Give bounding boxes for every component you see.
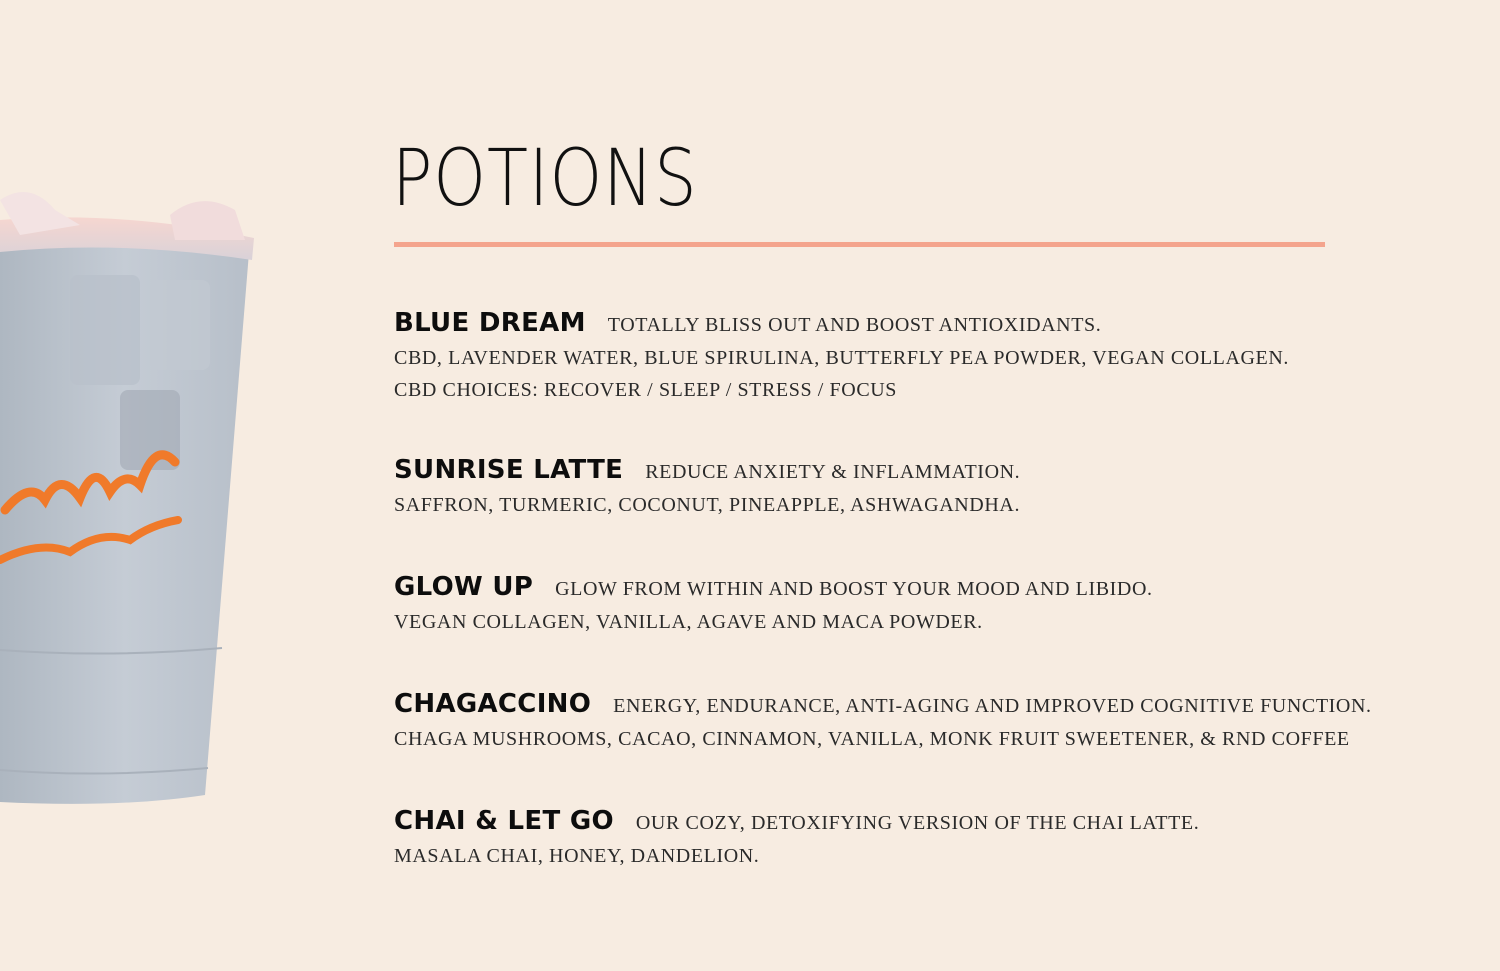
item-name: CHAI & LET GO — [394, 806, 614, 836]
item-ingredients: VEGAN COLLAGEN, VANILLA, AGAVE AND MACA POWDER. — [394, 611, 983, 633]
item-tagline: ENERGY, ENDURANCE, ANTI-AGING AND IMPROVED COGNITIVE FUNCTION. — [613, 695, 1372, 717]
menu-item-chai-and-let-go — [394, 806, 1494, 872]
item-name: BLUE DREAM — [394, 308, 586, 338]
item-ingredients: CHAGA MUSHROOMS, CACAO, CINNAMON, VANILLA, MONK FRUIT SWEETENER, & RND COFFEE — [394, 728, 1350, 750]
item-name: SUNRISE LATTE — [394, 455, 624, 485]
item-ingredients: MASALA CHAI, HONEY, DANDELION. — [394, 845, 760, 867]
menu-item-glow-up — [394, 572, 1494, 638]
item-name: GLOW UP — [394, 572, 534, 602]
menu-item-blue-dream — [394, 308, 1494, 406]
item-ingredients: CBD, LAVENDER WATER, BLUE SPIRULINA, BUTTERFLY PEA POWDER, VEGAN COLLAGEN. — [394, 347, 1290, 369]
menu-item-sunrise-latte — [394, 455, 1494, 521]
item-choices: CBD CHOICES: RECOVER / SLEEP / STRESS / FOCUS — [394, 379, 898, 401]
item-name: CHAGACCINO — [394, 689, 592, 719]
menu-item-chagaccino — [394, 689, 1494, 755]
drink-cup-image — [0, 180, 260, 810]
item-tagline: REDUCE ANXIETY & INFLAMMATION. — [645, 461, 1021, 483]
page-title: POTIONS — [392, 134, 698, 224]
item-tagline: GLOW FROM WITHIN AND BOOST YOUR MOOD AND LIBIDO. — [555, 578, 1153, 600]
title-divider — [394, 242, 1325, 247]
item-tagline: OUR COZY, DETOXIFYING VERSION OF THE CHAI LATTE. — [635, 812, 1200, 834]
item-ingredients: SAFFRON, TURMERIC, COCONUT, PINEAPPLE, ASHWAGANDHA. — [394, 494, 1021, 516]
item-tagline: TOTALLY BLISS OUT AND BOOST ANTIOXIDANTS. — [607, 314, 1102, 336]
